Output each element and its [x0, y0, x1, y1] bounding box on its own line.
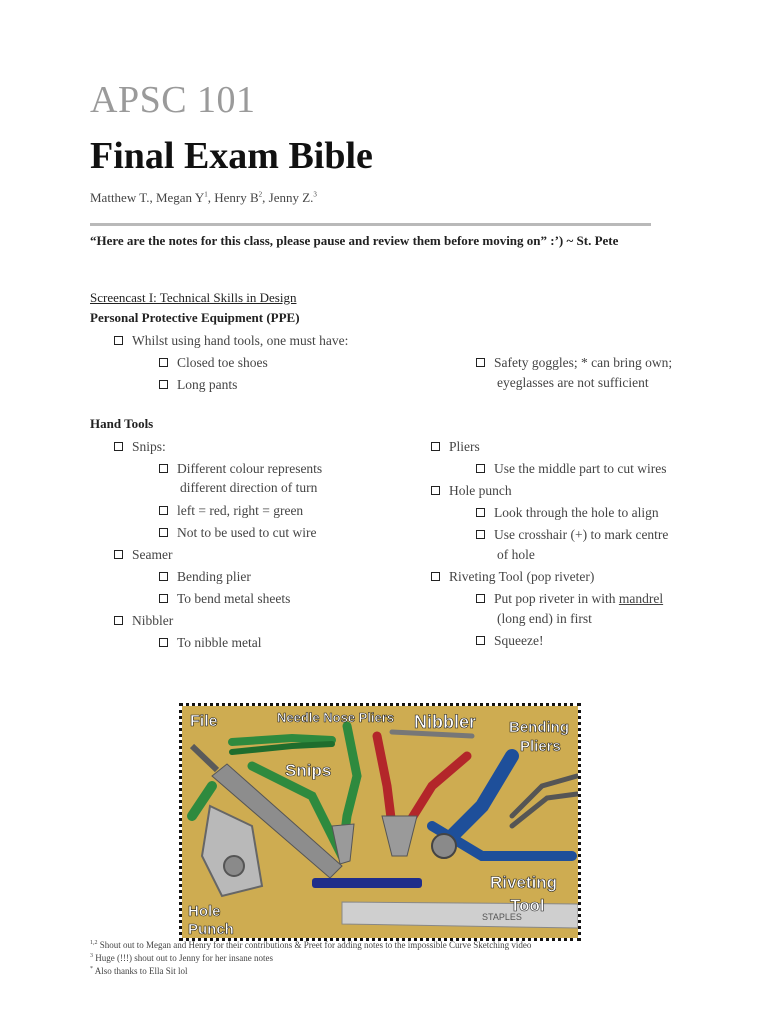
checkbox-icon	[159, 464, 168, 473]
ppe-heading: Personal Protective Equipment (PPE)	[90, 310, 300, 325]
photo-label-nibbler: Nibbler	[414, 712, 477, 732]
list-item-text: Pliers	[449, 439, 480, 454]
page-title: Final Exam Bible	[90, 135, 373, 177]
list-item	[159, 633, 262, 653]
photo-label-needle-nose-pliers: Needle Nose Pliers	[277, 710, 395, 725]
list-item	[159, 589, 290, 609]
list-item-text: Long pants	[177, 377, 238, 392]
list-item	[159, 459, 322, 479]
list-item	[159, 567, 251, 587]
list-item	[159, 375, 237, 395]
list-item-text: Riveting Tool (pop riveter)	[449, 569, 595, 584]
list-item-text: Use crosshair (+) to mark centre	[494, 527, 669, 542]
list-item-text: Not to be used to cut wire	[177, 525, 317, 540]
checkbox-icon	[114, 550, 123, 559]
section-heading: Screencast I: Technical Skills in Design	[90, 290, 297, 305]
list-item-text: To nibble metal	[177, 635, 262, 650]
list-item	[476, 589, 663, 609]
checkbox-icon	[114, 616, 123, 625]
photo-label-hole: Hole	[188, 903, 221, 920]
list-item-text: Seamer	[132, 547, 173, 562]
checkbox-icon	[114, 336, 123, 345]
list-item-text: left = red, right = green	[177, 503, 304, 518]
list-item-text: Nibbler	[132, 613, 174, 628]
checkbox-icon	[159, 358, 168, 367]
list-item	[114, 545, 172, 565]
list-item	[431, 481, 512, 501]
hand-tools-photo	[182, 706, 578, 938]
list-item-text: Squeeze!	[494, 633, 544, 648]
list-item	[476, 459, 666, 479]
author-line: Matthew T., Megan $Y^1$, Henry $B^2$, Jenny Z.$^3$	[90, 190, 317, 205]
list-item	[431, 567, 594, 587]
list-item-text: Safety goggles; * can bring own;	[494, 355, 673, 370]
footnote	[90, 940, 531, 950]
list-item-text: Snips:	[132, 439, 166, 454]
checkbox-icon	[159, 638, 168, 647]
footnote-text: Also thanks to Ella Sit lol	[93, 966, 188, 976]
list-item-text: Whilst using hand tools, one must have:	[132, 333, 349, 348]
list-item-continuation: (long end) in first	[497, 611, 592, 626]
marker-illustration	[312, 878, 422, 888]
list-item-text: Use the middle part to cut wires	[494, 461, 667, 476]
ruler-brand: STAPLES	[482, 912, 522, 922]
author-name: Matthew T.	[90, 190, 150, 205]
photo-label-snips: Snips	[285, 761, 332, 780]
list-item	[476, 631, 543, 651]
checkbox-icon	[476, 594, 485, 603]
list-item-text: To bend metal sheets	[177, 591, 291, 606]
checkbox-icon	[159, 572, 168, 581]
author-mark: 3	[313, 190, 317, 199]
photo-label-pliers: Pliers	[520, 738, 561, 755]
author-name: Jenny Z.	[268, 190, 314, 205]
footnote	[90, 953, 273, 963]
photo-label-bending: Bending	[509, 719, 569, 736]
list-item-continuation: eyeglasses are not sufficient	[497, 375, 649, 390]
checkbox-icon	[159, 506, 168, 515]
checkbox-icon	[476, 636, 485, 645]
checkbox-icon	[159, 380, 168, 389]
photo-label-tool: Tool	[510, 896, 545, 915]
checkbox-icon	[159, 528, 168, 537]
list-item-text: Put pop riveter in with	[494, 591, 619, 606]
list-item-text: Bending plier	[177, 569, 251, 584]
list-item	[159, 353, 268, 373]
list-item	[476, 503, 659, 523]
list-item-continuation: of hole	[497, 547, 535, 562]
footnote-text: Huge (!!!) shout out to Jenny for her insane notes	[93, 953, 273, 963]
checkbox-icon	[114, 442, 123, 451]
photo-label-riveting: Riveting	[490, 873, 558, 892]
checkbox-icon	[431, 572, 440, 581]
author-mark: 2	[258, 190, 263, 199]
author-mark: 1	[204, 190, 208, 199]
course-code: APSC 101	[90, 79, 256, 121]
photo-label-file: File	[190, 713, 218, 730]
list-item-text: Look through the hole to align	[494, 505, 659, 520]
checkbox-icon	[476, 464, 485, 473]
footnote-mark: *	[90, 966, 93, 972]
list-item	[159, 501, 303, 521]
checkbox-icon	[159, 594, 168, 603]
checkbox-icon	[476, 358, 485, 367]
checkbox-icon	[431, 442, 440, 451]
footnote-mark: 3	[90, 953, 93, 959]
list-item	[114, 611, 173, 631]
author-name: Megan Y	[155, 190, 205, 205]
mandrel-term: mandrel	[618, 591, 664, 606]
checkbox-icon	[476, 508, 485, 517]
hand-tools-heading: Hand Tools	[90, 416, 154, 431]
photo-label-punch: Punch	[188, 921, 234, 938]
checkbox-icon	[476, 530, 485, 539]
list-item-text: Hole punch	[449, 483, 512, 498]
checkbox-icon	[431, 486, 440, 495]
intro-quote: “Here are the notes for this class, please pause and review them before moving on” :’) ~ St. Pete	[90, 233, 619, 248]
list-item	[476, 353, 672, 373]
list-item-text: Closed toe shoes	[177, 355, 268, 370]
list-item	[114, 331, 348, 351]
list-item-continuation: different direction of turn	[180, 480, 318, 495]
header-divider	[90, 223, 651, 226]
list-item	[431, 437, 480, 457]
list-item-text: Different colour represents	[177, 461, 323, 476]
list-item	[159, 523, 316, 543]
footnote	[90, 966, 188, 976]
list-item	[476, 525, 668, 545]
list-item	[114, 437, 166, 457]
author-name: Henry B	[214, 190, 259, 205]
footnote-mark: 1,2	[90, 940, 98, 946]
footnote-text: Shout out to Megan and Henry for their contributions & Preet for adding notes to the impossible Curve Sketching video	[97, 940, 532, 950]
